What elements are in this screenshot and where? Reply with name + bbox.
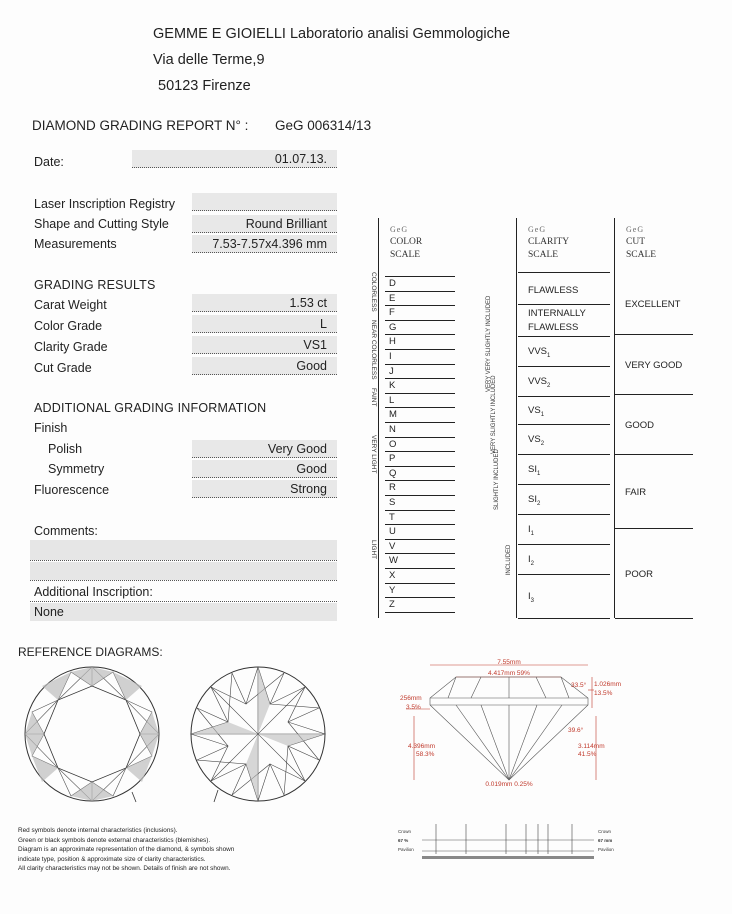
prop-table: 4.417mm 59% — [488, 670, 530, 677]
clarity-if-line-2: FLAWLESS — [528, 322, 579, 333]
clarity-grade-vs1 — [518, 396, 610, 424]
prop-pavilion-angle: 39.6° — [568, 727, 584, 734]
color-grade-f: F — [385, 305, 455, 320]
bar-left-pavilion: Pavilion — [398, 847, 414, 852]
prop-girdle-pct: 3.5% — [406, 704, 421, 711]
cut-scale-header-name: CUT — [626, 237, 645, 247]
clarity-grade-sub: 1 — [536, 470, 541, 477]
color-grade-value: L — [192, 315, 337, 333]
clarity-grade-text: I — [528, 524, 531, 535]
bar-left-crown: Crown — [398, 829, 412, 834]
prop-pavilion-depth: 3.114mm — [578, 743, 605, 750]
color-grade-j: J — [385, 364, 455, 379]
laser-value — [192, 193, 337, 211]
bar-left-pct: 67 % — [398, 838, 409, 843]
symmetry-label: Symmetry — [48, 462, 105, 476]
color-grade-i: I — [385, 349, 455, 364]
legend-line-4: indicate type, position & approximate size of clarity characteristics. — [18, 855, 206, 863]
clarity-grade-sub: 1 — [547, 352, 551, 359]
comments-band-2 — [30, 562, 337, 580]
color-grade-e: E — [385, 291, 455, 306]
prop-crown-angle: 33.5° — [571, 682, 587, 689]
clarity-grade-text: VVS — [528, 376, 548, 387]
measurements-label: Measurements — [34, 237, 117, 251]
comments-label: Comments: — [34, 524, 98, 538]
color-group-colorless: COLORLESS — [370, 272, 377, 312]
clarity-grade-sub: 1 — [540, 411, 545, 418]
prop-total-depth: 4.396mm — [408, 743, 436, 750]
color-grade-r: R — [385, 480, 455, 495]
cut-good: GOOD — [615, 394, 693, 454]
comments-line-2 — [30, 580, 337, 581]
legend-line-3: Diagram is an approximate representation of the diamond, & symbols shown — [18, 846, 235, 853]
cut-scale-header — [626, 223, 656, 262]
clarity-grade-vvs1 — [518, 336, 610, 366]
color-grade-o: O — [385, 437, 455, 452]
cut-poor: POOR — [615, 528, 693, 618]
cut-fair: FAIR — [615, 454, 693, 528]
clarity-grade-text: I — [528, 554, 531, 565]
inscription-line — [30, 601, 337, 602]
lab-name: GEMME E GIOIELLI Laboratorio analisi Gemmologiche — [153, 26, 511, 42]
color-grade-k: K — [385, 378, 455, 393]
proportion-bar-strip — [398, 820, 620, 862]
clarity-grade-text: I — [528, 591, 531, 602]
cut-scale-header-brand: GeG — [626, 225, 645, 234]
clarity-scale-header-brand: GeG — [528, 225, 547, 234]
fluorescence-label: Fluorescence — [34, 483, 110, 497]
color-scale-header-brand: GeG — [390, 225, 409, 234]
symmetry-value: Good — [192, 460, 337, 478]
color-grade-z: Z — [385, 597, 455, 612]
clarity-scale-left-border — [516, 218, 517, 618]
clarity-grade-i1 — [518, 514, 610, 544]
clarity-group-included: INCLUDED — [506, 544, 512, 576]
color-grade-y: Y — [385, 583, 455, 598]
color-group-near-colorless: NEAR COLORLESS — [370, 320, 377, 380]
clarity-grade-sub: 2 — [530, 560, 534, 567]
clarity-group-vvsi: VERY VERY SLIGHTLY INCLUDED — [486, 295, 492, 392]
date-label: Date: — [34, 155, 64, 169]
clarity-group-vsi: VERY SLIGHTLY INCLUDED — [491, 375, 497, 454]
color-grade-m: M — [385, 407, 455, 422]
cut-scale-header-scale: SCALE — [626, 250, 657, 260]
cut-excellent: EXCELLENT — [625, 299, 681, 310]
clarity-grade-text: VVS — [528, 346, 548, 357]
color-group-faint: FAINT — [370, 388, 377, 407]
prop-culet: 0.019mm 0.25% — [485, 781, 533, 788]
polish-value: Very Good — [192, 440, 337, 458]
clarity-grade-si2 — [518, 484, 610, 514]
shape-label: Shape and Cutting Style — [34, 217, 169, 231]
clarity-grade-vs2 — [518, 424, 610, 454]
clarity-grade-value: VS1 — [192, 336, 337, 354]
color-grade-v: V — [385, 539, 455, 554]
color-grade-w: W — [385, 553, 455, 568]
carat-label: Carat Weight — [34, 298, 107, 312]
clarity-scale-header-scale: SCALE — [528, 250, 559, 260]
prop-crown-pct: 13.5% — [594, 690, 613, 697]
proportions-diagram — [396, 658, 622, 788]
cut-grade-value: Good — [192, 357, 337, 375]
color-grade-q: Q — [385, 466, 455, 481]
clarity-flawless: FLAWLESS — [518, 272, 610, 304]
lab-city: 50123 Firenze — [158, 78, 251, 94]
clarity-group-si: SLIGHTLY INCLUDED — [494, 449, 500, 510]
color-grade-x: X — [385, 568, 455, 583]
prop-diameter: 7.55mm — [497, 659, 521, 666]
report-number: GeG 006314/13 — [275, 118, 372, 133]
clarity-grade-sub: 1 — [530, 530, 534, 537]
legend-line-2: Green or black symbols denote external characteristics (blemishes). — [18, 836, 211, 844]
clarity-grade-sub: 2 — [540, 440, 545, 447]
color-grade-u: U — [385, 524, 455, 539]
pavilion-view-diagram — [188, 664, 328, 804]
finish-label: Finish — [34, 421, 68, 435]
clarity-grade-text: VS — [528, 434, 541, 445]
prop-girdle: 256mm — [400, 695, 422, 702]
prop-pavilion-pct: 41.5% — [578, 751, 597, 758]
clarity-grade-sub: 2 — [547, 382, 551, 389]
cut-bottom-border — [615, 618, 693, 619]
measurements-value: 7.53-7.57x4.396 mm — [192, 235, 337, 253]
color-scale-header-scale: SCALE — [390, 250, 421, 260]
color-grade-p: P — [385, 451, 455, 466]
laser-label: Laser Inscription Registry — [34, 197, 176, 211]
comments-line-1 — [30, 560, 337, 561]
color-scale-bottom-border — [385, 612, 455, 613]
clarity-grade-text: VS — [528, 405, 541, 416]
bar-right-crown: Crown — [598, 829, 612, 834]
clarity-bottom-border — [518, 618, 610, 619]
clarity-grade-label: Clarity Grade — [34, 340, 108, 354]
clarity-scale-header — [528, 223, 569, 262]
clarity-grade-i3 — [518, 574, 610, 618]
inscription-value: None — [34, 605, 64, 619]
clarity-grade-sub: 3 — [530, 597, 534, 604]
color-grade-h: H — [385, 334, 455, 349]
legend — [18, 826, 318, 874]
color-group-very-light: VERY LIGHT — [370, 435, 377, 474]
clarity-internally-flawless — [518, 304, 610, 336]
grading-heading: GRADING RESULTS — [34, 278, 156, 292]
clarity-grade-i2 — [518, 544, 610, 574]
clarity-grade-vvs2 — [518, 366, 610, 396]
fluorescence-value: Strong — [192, 480, 337, 498]
inscription-band — [30, 603, 337, 621]
color-scale-left-border — [378, 218, 379, 618]
carat-value: 1.53 ct — [192, 294, 337, 312]
prop-total-pct: 58.3% — [416, 751, 435, 758]
color-grade-l: L — [385, 393, 455, 408]
prop-crown-height: 1.026mm — [594, 681, 622, 688]
lab-street: Via delle Terme,9 — [153, 52, 265, 68]
clarity-scale-header-name: CLARITY — [528, 237, 570, 247]
shape-value: Round Brilliant — [192, 215, 337, 233]
color-group-light: LIGHT — [370, 540, 377, 560]
color-grade-d: D — [385, 276, 455, 291]
clarity-grade-sub: 2 — [536, 500, 541, 507]
color-grade-s: S — [385, 495, 455, 510]
clarity-grade-text: SI — [528, 464, 537, 475]
color-grade-label: Color Grade — [34, 319, 103, 333]
color-grade-n: N — [385, 422, 455, 437]
reference-heading: REFERENCE DIAGRAMS: — [18, 645, 163, 659]
report-title: DIAMOND GRADING REPORT N° : — [32, 118, 249, 133]
legend-line-1: Red symbols denote internal characteristics (inclusions). — [18, 827, 178, 834]
additional-heading: ADDITIONAL GRADING INFORMATION — [34, 401, 267, 415]
cut-very-good: VERY GOOD — [615, 334, 693, 394]
color-grade-t: T — [385, 510, 455, 525]
cut-grade-label: Cut Grade — [34, 361, 92, 375]
bar-right-mm: 67 mm — [598, 838, 613, 843]
date-value: 01.07.13. — [132, 150, 337, 168]
polish-label: Polish — [48, 442, 83, 456]
inscription-label: Additional Inscription: — [34, 585, 153, 599]
legend-line-5: All clarity characteristics may not be shown. Details of finish are not shown. — [18, 865, 231, 872]
clarity-grade-text: SI — [528, 494, 537, 505]
clarity-if-line-1: INTERNALLY — [528, 308, 586, 319]
color-scale-header-name: COLOR — [390, 237, 423, 247]
color-grade-g: G — [385, 320, 455, 335]
clarity-grade-si1 — [518, 454, 610, 484]
bar-right-pavilion: Pavilion — [598, 847, 614, 852]
color-scale-header — [390, 223, 422, 262]
crown-view-diagram — [22, 664, 162, 804]
comments-band-1 — [30, 540, 337, 560]
